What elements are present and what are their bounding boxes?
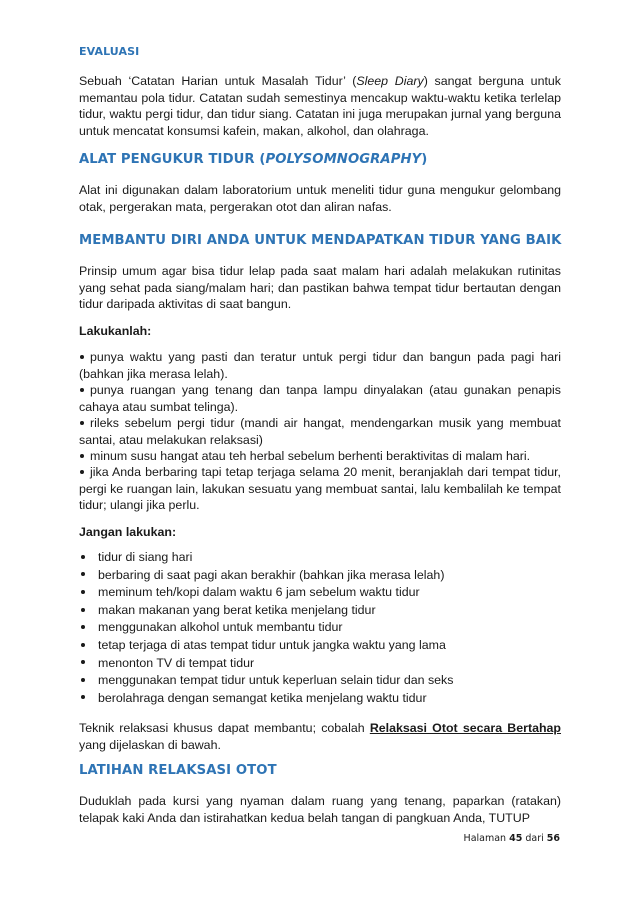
lakukan-item: minum susu hangat atau teh herbal sebelum berhenti beraktivitas di malam hari. [79, 448, 561, 465]
bullet-icon [81, 590, 85, 594]
current-page-number: 45 [509, 833, 523, 844]
relaksasi-otot-link[interactable]: Relaksasi Otot secara Bertahap [369, 721, 562, 735]
lakukan-item: rileks sebelum pergi tidur (mandi air hangat, mendengarkan musik yang membuat santai, atau melakukan relaksasi) [79, 416, 561, 447]
bullet-icon [81, 678, 85, 682]
bullet-icon [81, 608, 85, 612]
heading-latihan-relaksasi: LATIHAN RELAKSASI OTOT [79, 763, 277, 778]
bullet-icon [80, 454, 84, 458]
lakukan-item: punya waktu yang pasti dan teratur untuk pergi tidur dan bangun pada pagi hari (bahkan jika merasa lelah). [79, 350, 561, 381]
total-pages: 56 [546, 833, 560, 844]
jangan-item: meminum teh/kopi dalam waktu 6 jam sebelum waktu tidur [79, 584, 561, 602]
paragraph-latihan: Duduklah pada kursi yang nyaman dalam ruang yang tenang, paparkan (ratakan) telapak kaki Anda dan istirahatkan kedua belah tangan di pangkuan Anda, TUTUP [79, 794, 561, 825]
paragraph-prinsip: Prinsip umum agar bisa tidur lelap pada saat malam hari adalah melakukan rutinitas yang sehat pada siang/malam hari; dan pastikan bahwa tempat tidur bertautan dengan tidur daripada aktivitas di saat bangun. [79, 264, 561, 312]
paragraph-sleep-diary: Sebuah ‘Catatan Harian untuk Masalah Tidur’ (Sleep Diary) sangat berguna untuk memantau pola tidur. Catatan sudah semestinya mencakup waktu-waktu ketika terlelap tidur, waktu pergi tidur, dan tidur siang. Catatan ini juga merupakan jurnal yang berguna untuk mencatat konsumsi kafein, makan, alkohol, dan olahraga. [79, 74, 561, 138]
jangan-item: menggunakan tempat tidur untuk keperluan selain tidur dan seks [79, 672, 561, 690]
heading-membantu-diri: MEMBANTU DIRI ANDA UNTUK MENDAPATKAN TIDUR YANG BAIK [79, 233, 562, 248]
paragraph-teknik: Teknik relaksasi khusus dapat membantu; cobalah Relaksasi Otot secara Bertahap yang dijelaskan di bawah. [79, 721, 562, 752]
bullet-icon [80, 421, 84, 425]
jangan-item: menonton TV di tempat tidur [79, 655, 561, 673]
heading-evaluasi: EVALUASI [79, 45, 140, 58]
jangan-item: makan makanan yang berat ketika menjelang tidur [79, 602, 561, 620]
lakukan-title: Lakukanlah: [79, 324, 152, 338]
lakukan-item: punya ruangan yang tenang dan tanpa lampu dinyalakan (atau gunakan penapis cahaya atau sumbat telinga). [79, 383, 561, 414]
bullet-icon [80, 470, 84, 474]
jangan-title: Jangan lakukan: [79, 525, 177, 539]
jangan-item: menggunakan alkohol untuk membantu tidur [79, 619, 561, 637]
bullet-icon [81, 695, 85, 699]
jangan-item: berbaring di saat pagi akan berakhir (bahkan jika merasa lelah) [79, 567, 561, 585]
jangan-item: tidur di siang hari [79, 549, 561, 567]
bullet-icon [81, 555, 85, 559]
page-footer: Halaman 45 dari 56 [463, 833, 560, 844]
bullet-icon [81, 625, 85, 629]
bullet-icon [81, 660, 85, 664]
paragraph-alat: Alat ini digunakan dalam laboratorium untuk meneliti tidur guna mengukur gelombang otak, pergerakan mata, pergerakan otot dan aliran nafas. [79, 183, 561, 214]
jangan-item: berolahraga dengan semangat ketika menjelang waktu tidur [79, 690, 561, 708]
heading-alat-pengukur: ALAT PENGUKUR TIDUR (POLYSOMNOGRAPHY) [79, 152, 428, 167]
lakukan-item: jika Anda berbaring tapi tetap terjaga selama 20 menit, beranjaklah dari tempat tidur, pergi ke ruangan lain, lakukan sesuatu yang membuat santai, lalu kembalilah ke tempat tidur; ulangi jika perlu. [79, 465, 561, 513]
bullet-icon [81, 572, 85, 576]
bullet-icon [81, 643, 85, 647]
bullet-icon [80, 355, 84, 359]
jangan-item: tetap terjaga di atas tempat tidur untuk jangka waktu yang lama [79, 637, 561, 655]
jangan-list [79, 549, 561, 707]
bullet-icon [80, 388, 84, 392]
